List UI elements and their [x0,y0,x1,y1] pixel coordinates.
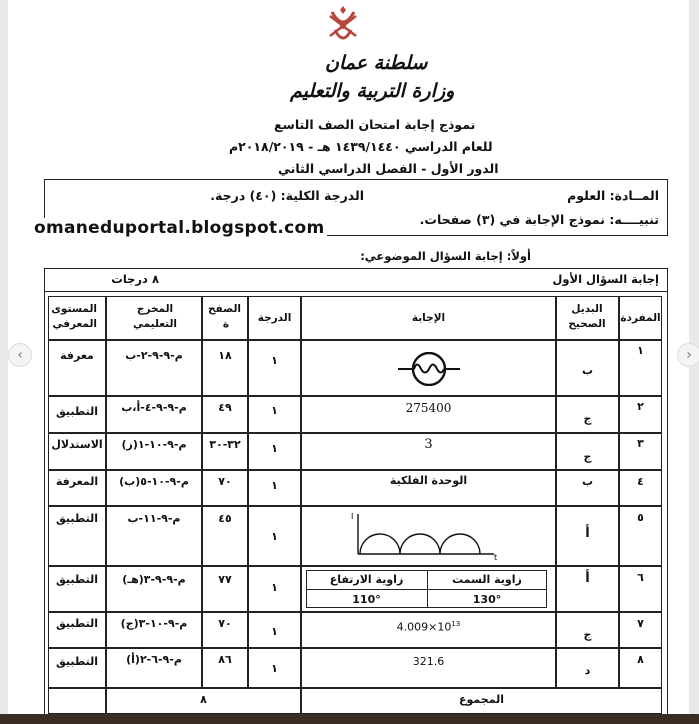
row2-outcome: م-٩-٩-٤-أ،ب [121,401,187,414]
row4-page: ٧٠ [218,475,232,488]
row8-outcome: م-٩-٦-٢(أ) [126,653,182,666]
row1-page: ١٨ [218,349,232,362]
svg-text:t: t [494,553,498,562]
row7-answer [301,620,556,634]
header-cell [48,296,106,340]
row1-level: معرفة [60,349,94,362]
session-line: الدور الأول - الفصل الدراسي الثاني [278,161,499,176]
header-answer: الإجابة [411,312,446,324]
header-cell [106,296,202,340]
subject-label: المــادة: العلوم [567,188,659,203]
row5-alternative: أ [585,526,590,541]
row7-alternative: ج [583,628,592,641]
row7-item: ٧ [637,617,644,630]
angles-divider [306,589,547,590]
header-cell [248,296,301,340]
row5-level: التطبيق [55,512,98,525]
row7-page: ٧٠ [218,617,232,630]
elevation-label: زاوية الارتفاع [329,573,404,586]
row7-score: ١ [271,625,278,638]
row6-page: ٧٧ [218,573,232,586]
row8-alternative: د [584,664,591,677]
row8-level: التطبيق [55,655,98,668]
row6-item: ٦ [637,571,644,584]
row8-page: ٨٦ [218,653,232,666]
header-level: المستوى المعرفي [51,303,97,330]
elevation-value: 110° [352,593,381,606]
row5-outcome: م-٩-١١-ب [127,512,181,525]
header-score: الدرجة [257,312,292,324]
header-cell [556,296,619,340]
section-title: أولاً: إجابة السؤال الموضوعي: [360,249,531,263]
header-alternative: البديل الصحيح [568,303,606,330]
total-label: المجموع [459,693,504,706]
header-cell [619,296,662,340]
row5-page: ٤٥ [218,512,232,525]
row8-item: ٨ [637,653,644,666]
question-title: إجابة السؤال الأول [552,272,659,286]
header-item: المفردة [620,312,661,324]
row7-answer-exponent: 13 [451,620,461,628]
header-outcome: المخرج التعليمي [133,303,177,330]
header-cell [301,296,556,340]
doc-title: نموذج إجابة امتحان الصف التاسع [274,117,476,132]
row7-outcome: م-٩-١٠-٣(ج) [120,617,188,630]
row3-answer: 3 [424,437,433,452]
wave-graph-icon [350,510,500,562]
cell [301,648,556,688]
row3-level: الاستدلال [51,438,103,451]
row8-score: ١ [271,662,278,675]
prev-arrow-icon[interactable]: ‹ [8,343,32,367]
row2-page: ٤٩ [218,401,232,414]
row6-score: ١ [271,581,278,594]
ministry-title: وزارة التربية والتعليم [290,80,455,102]
row3-item: ٣ [637,437,644,450]
note-label: تنبيــــه: نموذج الإجابة في (٣) صفحات. [419,212,659,227]
row3-outcome: م-٩-١٠-١(ز) [121,438,187,451]
year-line: للعام الدراسي ١٤٣٩/١٤٤٠ هـ - ٢٠١٨/٢٠١٩م [229,139,493,154]
left-frame [0,0,8,724]
row1-item: ١ [637,344,644,357]
row6-alternative: أ [585,571,590,586]
total-value: ٨ [200,693,207,706]
row6-outcome: م-٩-٩-٣(هـ) [122,573,186,586]
row2-score: ١ [271,404,278,417]
row4-outcome: م-٩-١٠-٥(ب) [119,475,189,488]
row4-score: ١ [271,479,278,492]
svg-text:I: I [351,512,354,521]
cell [48,648,106,688]
row8-answer: 321.6 [412,655,445,668]
row1-alternative: ب [581,364,594,377]
next-arrow-icon[interactable]: › [677,343,699,367]
row5-item: ٥ [637,511,644,524]
oman-emblem-icon [322,2,364,48]
row6-level: التطبيق [55,573,98,586]
cell [248,340,301,396]
row2-alternative: ج [583,412,592,425]
row4-alternative: ب [581,475,594,488]
row7-answer-base: 4.009×10 [396,620,452,634]
row4-answer: الوحدة الفلكية [389,474,468,487]
question-marks: ٨ درجات [111,272,159,286]
header-cell [202,296,248,340]
bottom-strip [0,714,699,724]
row1-outcome: م-٩-٩-٢-ب [125,349,183,362]
row4-item: ٤ [637,475,644,488]
row2-item: ٢ [637,400,644,413]
row3-alternative: ج [583,450,592,463]
azimuth-value: 130° [472,593,502,606]
row3-page: ٣٢-٣٠ [209,438,241,451]
row3-score: ١ [271,442,278,455]
row1-score: ١ [271,354,278,367]
cell [48,688,106,714]
lamp-symbol-icon [398,352,460,386]
watermark: omaneduportal.blogspot.com [34,218,325,238]
header-page: الصفح ة [207,303,241,330]
row2-level: التطبيق [55,405,98,418]
sultanate-title: سلطنة عمان [325,52,428,74]
row7-level: التطبيق [55,617,98,630]
row2-answer: 275400 [405,401,452,415]
row5-score: ١ [271,530,278,543]
total-score-label: الدرجة الكلية: (٤٠) درجة. [210,188,364,203]
row4-level: المعرفة [55,475,99,488]
azimuth-label: زاوية السمت [452,573,522,586]
